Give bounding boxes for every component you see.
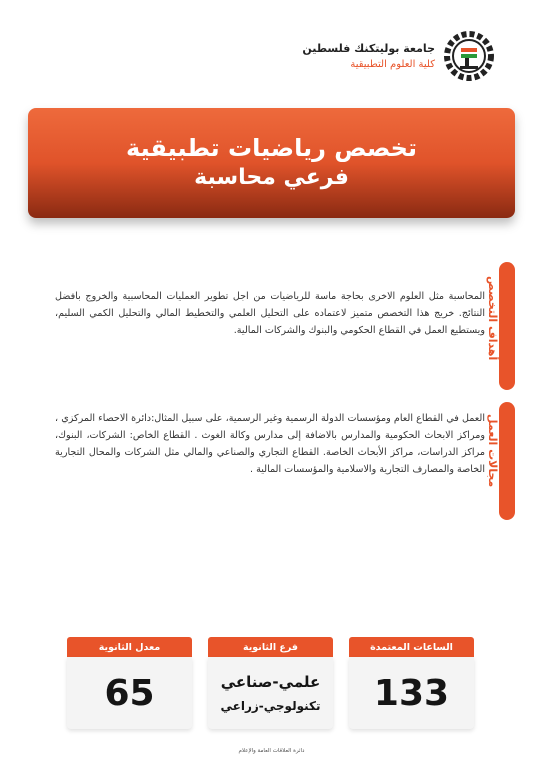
stat-branch-value-1: علمي-صناعي [220, 673, 321, 691]
stat-credit-hours-value: 133 [373, 672, 450, 714]
stat-average [67, 637, 192, 729]
university-logo-icon [443, 30, 495, 82]
stat-average-label: معدل الثانوية [67, 637, 192, 657]
stat-branch [208, 637, 333, 729]
fields-text: العمل في القطاع العام ومؤسسات الدولة الرسمية وغير الرسمية، على سبيل المثال:دائرة الاحصاء المركزي ، ومراكز الابحاث الحكومية والمدارس بالاضافة إلى مدارس وكالة الغوث . القطاع الخاص: الشركات، البنوك، مراكز الدراسات، مراكز الأبحاث الخاصة. القطاع التجاري والصناعي والمالي مثل الشركات والمحال التجارية الخاصة والمصارف التجارية والاسلامية والمؤسسات المالية . [55, 413, 485, 475]
stat-branch-value-2: تكنولوجي-زراعي [220, 699, 321, 713]
university-name: جامعة بوليتكنك فلسطين [302, 42, 435, 55]
objectives-tab [499, 262, 515, 390]
title-card [28, 108, 515, 218]
footer: دائرة العلاقات العامة والإعلام [238, 748, 305, 754]
page-title: تخصص رياضيات تطبيقية [126, 134, 417, 163]
objectives-label: أهداف التخصص [486, 276, 499, 361]
college-name: كلية العلوم التطبيقية [350, 59, 435, 70]
fields-label: مجالات العمل [486, 414, 499, 488]
fields-tab [499, 402, 515, 520]
objectives-text: المحاسبة مثل العلوم الاخرى بحاجة ماسة للرياضيات من اجل تطوير العمليات المحاسبية والخروج بافضل النتائج. خريج هذا التخصص متميز لاعتماده على التحليل العلمي والتخطيط المالي والتحليل الكمي السليم، ويستطيع العمل في القطاع الحكومي والبنوك والشركات المالية. [55, 291, 485, 336]
header [302, 30, 495, 82]
page-subtitle: فرعي محاسبة [194, 165, 349, 191]
stat-credit-hours [349, 637, 474, 729]
stat-average-value: 65 [104, 672, 155, 714]
stat-credit-hours-label: الساعات المعتمدة [349, 637, 474, 657]
stat-branch-label: فرع الثانوية [208, 637, 333, 657]
